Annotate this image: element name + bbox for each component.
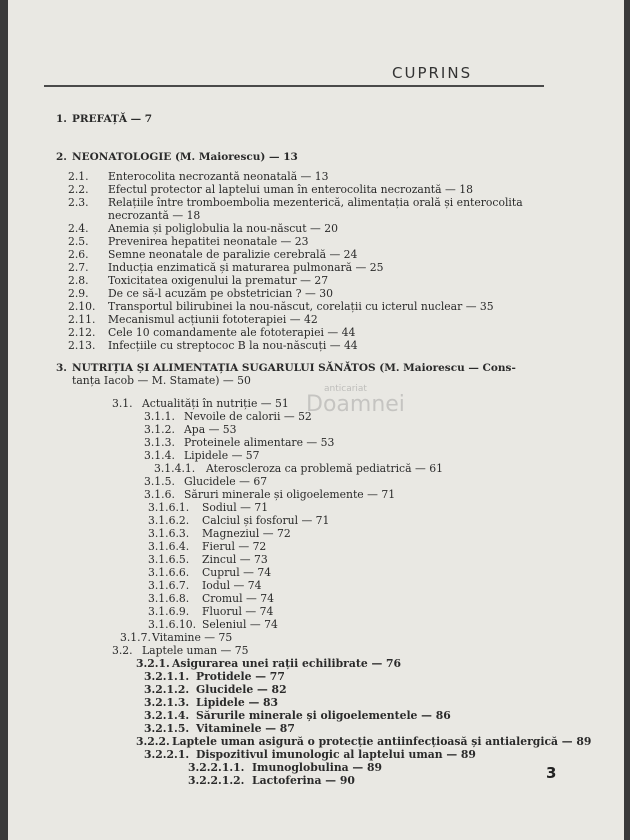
toc-text: Apa — 53 — [184, 423, 237, 436]
toc-text: Dispozitivul imunologic al laptelui uman — 89 — [196, 748, 476, 761]
toc-entry — [144, 437, 334, 449]
toc-entry — [144, 424, 237, 436]
toc-number: 2.8. — [68, 274, 89, 287]
toc-number: 2.7. — [68, 261, 89, 274]
toc-text: Infecțiile cu streptococ B la nou-născuți — 44 — [108, 339, 358, 352]
toc-text: Calciul și fosforul — 71 — [202, 514, 330, 527]
toc-number: 3.1.4. — [144, 449, 175, 462]
toc-text: Fluorul — 74 — [202, 605, 274, 618]
toc-entry — [154, 463, 443, 475]
toc-number: 2.4. — [68, 222, 89, 235]
toc-entry — [148, 515, 329, 527]
toc-entry — [68, 171, 329, 183]
toc-number: 2.13. — [68, 339, 96, 352]
toc-text: Imunoglobulina — 89 — [252, 761, 383, 774]
toc-number: 3.1.6.1. — [148, 501, 190, 514]
toc-number: 3.2.2.1.2. — [188, 774, 245, 787]
watermark-line2: Doamnei — [306, 392, 405, 417]
toc-number: 2.11. — [68, 313, 96, 326]
watermark-logo — [294, 384, 414, 428]
toc-entry — [144, 684, 287, 696]
toc-text: Toxicitatea oxigenului la prematur — 27 — [108, 274, 329, 287]
toc-entry — [148, 554, 268, 566]
toc-text: Magneziul — 72 — [202, 527, 291, 540]
toc-entry — [148, 528, 291, 540]
toc-entry — [144, 450, 260, 462]
toc-entry — [68, 288, 333, 300]
toc-entry — [188, 775, 355, 787]
toc-number: 3.1.6.10. — [148, 618, 197, 631]
toc-number: 2.5. — [68, 235, 89, 248]
toc-number: 2.2. — [68, 183, 89, 196]
toc-number: 3.1.3. — [144, 436, 175, 449]
toc-number: 2.1. — [68, 170, 89, 183]
toc-entry — [136, 736, 591, 748]
toc-entry — [68, 236, 308, 248]
toc-entry — [136, 658, 401, 670]
toc-number: 3.1.6. — [144, 488, 175, 501]
toc-entry — [144, 710, 451, 722]
toc-entry — [56, 151, 298, 163]
toc-number: 3.2.1.5. — [144, 722, 190, 735]
toc-number: 3.1.2. — [144, 423, 175, 436]
toc-entry — [68, 327, 355, 339]
toc-number: 2.12. — [68, 326, 96, 339]
book-page — [8, 0, 624, 840]
toc-text: Glucidele — 82 — [196, 683, 287, 696]
toc-entry — [68, 275, 328, 287]
toc-entry — [68, 301, 494, 313]
toc-entry — [72, 375, 251, 387]
toc-entry — [68, 197, 523, 209]
toc-entry — [144, 476, 267, 488]
toc-text: necrozantă — 18 — [108, 209, 201, 222]
toc-text: Lactoferina — 90 — [252, 774, 355, 787]
watermark-line1: anticariat — [324, 384, 367, 394]
toc-text: PREFAȚĂ — 7 — [72, 113, 153, 125]
toc-number: 3.2.1. — [136, 657, 170, 670]
toc-number: 3.2.1.1. — [144, 670, 190, 683]
toc-text: Proteinele alimentare — 53 — [184, 436, 335, 449]
toc-entry — [144, 697, 278, 709]
toc-text: Laptele uman asigură o protecție antiinfecțioasă și antialergică — 89 — [172, 735, 592, 748]
toc-entry — [148, 593, 274, 605]
toc-number: 2.9. — [68, 287, 89, 300]
toc-number: 3.1.6.4. — [148, 540, 190, 553]
toc-number: 3.2.1.2. — [144, 683, 190, 696]
toc-entry — [144, 489, 395, 501]
toc-number: 3.2.2. — [136, 735, 170, 748]
toc-entry — [68, 184, 473, 196]
toc-number: 3.1.6.6. — [148, 566, 190, 579]
toc-number: 1. — [56, 113, 67, 125]
toc-entry — [68, 223, 338, 235]
toc-text: Seleniul — 74 — [202, 618, 278, 631]
toc-entry — [148, 580, 261, 592]
toc-text: Glucidele — 67 — [184, 475, 268, 488]
toc-text: Cuprul — 74 — [202, 566, 272, 579]
toc-number: 3. — [56, 362, 67, 374]
toc-number: 3.1.6.3. — [148, 527, 190, 540]
toc-entry — [148, 567, 271, 579]
toc-entry — [56, 362, 516, 374]
toc-text: Semne neonatale de paralizie cerebrală — 24 — [108, 248, 358, 261]
toc-text: Prevenirea hepatitei neonatale — 23 — [108, 235, 309, 248]
toc-text: Nevoile de calorii — 52 — [184, 410, 312, 423]
toc-entry — [148, 541, 266, 553]
toc-number: 2. — [56, 151, 67, 163]
toc-text: NUTRIȚIA ȘI ALIMENTAȚIA SUGARULUI SĂNĂTOS (M. Maiorescu — Cons- — [72, 362, 516, 374]
toc-number: 3.2. — [112, 644, 133, 657]
toc-text: Actualități în nutriție — 51 — [142, 397, 289, 410]
toc-entry — [188, 762, 382, 774]
toc-entry — [68, 340, 358, 352]
toc-text: Vitamine — 75 — [152, 631, 233, 644]
toc-number: 3.1. — [112, 397, 133, 410]
toc-entry — [144, 749, 476, 761]
toc-entry — [144, 723, 295, 735]
toc-number: 2.3. — [68, 196, 89, 209]
toc-entry — [68, 210, 200, 222]
toc-text: Asigurarea unei rații echilibrate — 76 — [172, 657, 402, 670]
toc-text: Relațiile între tromboembolia mezenterică, alimentația orală și enterocolita — [108, 196, 523, 209]
toc-text: Zincul — 73 — [202, 553, 268, 566]
toc-entry — [112, 645, 249, 657]
toc-text: NEONATOLOGIE (M. Maiorescu) — 13 — [72, 151, 298, 163]
toc-number: 3.1.7. — [120, 631, 151, 644]
toc-text: Cele 10 comandamente ale fototerapiei — 44 — [108, 326, 356, 339]
toc-number: 2.6. — [68, 248, 89, 261]
toc-entry — [112, 398, 289, 410]
toc-number: 3.1.6.5. — [148, 553, 190, 566]
toc-text: Anemia și poliglobulia la nou-născut — 20 — [108, 222, 338, 235]
toc-text: Sodiul — 71 — [202, 501, 269, 514]
toc-number: 3.2.1.4. — [144, 709, 190, 722]
toc-entry — [68, 249, 357, 261]
toc-text: Sărurile minerale și oligoelementele — 86 — [196, 709, 451, 722]
toc-number: 3.1.4.1. — [154, 462, 196, 475]
toc-number: 2.10. — [68, 300, 96, 313]
toc-text: Mecanismul acțiunii fototerapiei — 42 — [108, 313, 318, 326]
toc-entry — [148, 502, 268, 514]
toc-number: 3.1.1. — [144, 410, 175, 423]
toc-entry — [148, 606, 273, 618]
toc-entry — [68, 262, 384, 274]
toc-number: 3.2.2.1.1. — [188, 761, 245, 774]
toc-text: Săruri minerale și oligoelemente — 71 — [184, 488, 396, 501]
toc-entry — [120, 632, 232, 644]
toc-text: Enterocolita necrozantă neonatală — 13 — [108, 170, 329, 183]
toc-text: Inducția enzimatică și maturarea pulmonară — 25 — [108, 261, 384, 274]
toc-text: Iodul — 74 — [202, 579, 262, 592]
toc-entry — [148, 619, 278, 631]
toc-entry — [56, 113, 152, 125]
toc-entry — [144, 411, 312, 423]
toc-text: Cromul — 74 — [202, 592, 274, 605]
toc-number: 3.1.6.8. — [148, 592, 190, 605]
toc-text: tanța Iacob — M. Stamate) — 50 — [72, 374, 251, 387]
page-number: 3 — [546, 764, 557, 782]
toc-text: Efectul protector al laptelui uman în enterocolita necrozantă — 18 — [108, 183, 473, 196]
toc-number: 3.2.1.3. — [144, 696, 190, 709]
toc-text: Lipidele — 57 — [184, 449, 260, 462]
toc-text: De ce să-l acuzăm pe obstetrician ? — 30 — [108, 287, 333, 300]
toc-number: 3.1.6.7. — [148, 579, 190, 592]
toc-text: Protidele — 77 — [196, 670, 285, 683]
header-divider — [44, 85, 544, 87]
toc-text: Lipidele — 83 — [196, 696, 279, 709]
toc-text: Ateroscleroza ca problemă pediatrică — 61 — [206, 462, 443, 475]
toc-text: Vitaminele — 87 — [196, 722, 295, 735]
toc-entry — [144, 671, 285, 683]
page-title: CUPRINS — [392, 64, 473, 82]
toc-number: 3.1.6.2. — [148, 514, 190, 527]
toc-text: Fierul — 72 — [202, 540, 267, 553]
toc-number: 3.1.5. — [144, 475, 175, 488]
toc-number: 3.1.6.9. — [148, 605, 190, 618]
toc-text: Transportul bilirubinei la nou-născut, corelații cu icterul nuclear — 35 — [108, 300, 494, 313]
toc-number: 3.2.2.1. — [144, 748, 190, 761]
toc-text: Laptele uman — 75 — [142, 644, 249, 657]
toc-entry — [68, 314, 318, 326]
